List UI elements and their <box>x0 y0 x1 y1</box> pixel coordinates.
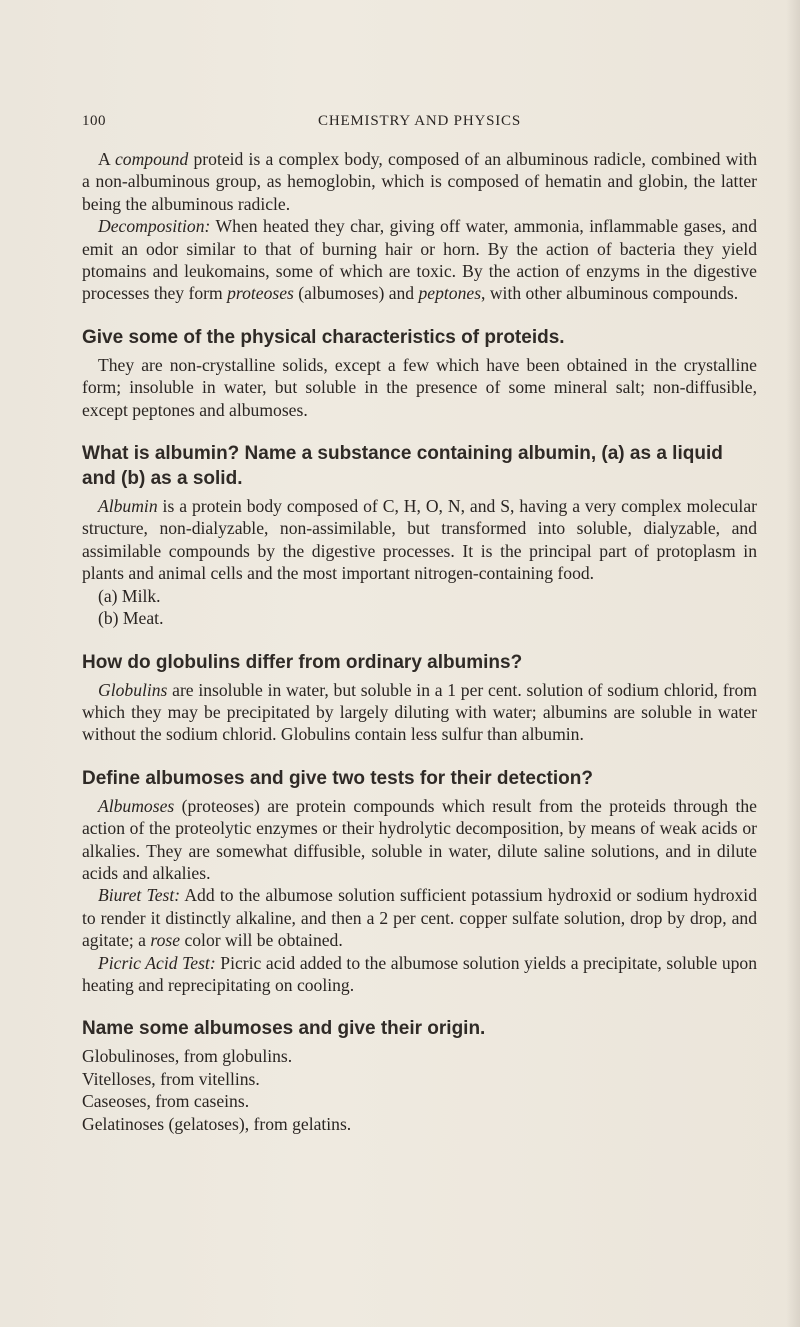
term-rose: rose <box>150 930 181 951</box>
running-title: CHEMISTRY AND PHYSICS <box>318 113 521 129</box>
qa-albumin <box>82 441 757 629</box>
text-run: A <box>98 149 115 169</box>
question-heading: Define albumoses and give two tests for their detection? <box>82 767 593 789</box>
answer-paragraph <box>82 795 757 885</box>
albumose-origins-list <box>82 1045 757 1135</box>
page-content <box>82 148 757 1135</box>
list-item: (a) Milk. <box>98 585 161 606</box>
answer-paragraph: They are non-crystalline solids, except a few which have been obtained in the crystalline form; insoluble in water, but soluble in the presence of some mineral salt; non-diffusible, except peptones and albumoses. <box>82 354 757 420</box>
term-peptones: peptones <box>418 283 482 304</box>
text-run: are insoluble in water, but soluble in a 1 per cent. solution of sodium chlorid, from which they may be precipitated by largely diluting with water; albumins are soluble in water without the sodium chlorid. Globulins contain less sulfur than albumin. <box>82 679 757 745</box>
list-item: (b) Meat. <box>98 608 164 629</box>
qa-globulins <box>82 650 757 746</box>
text-run: (proteoses) are protein compounds which result from the proteids through the action of the proteolytic enzymes or their hydrolytic decomposition, by means of weak acids or alkalies. They are somewhat diffusible, soluble in water, dilute saline solutions, and in dilute acids and alkalies. <box>82 795 757 883</box>
term-albumin: Albumin <box>98 496 158 517</box>
intro-paragraph-compound <box>82 148 757 215</box>
qa-albumoses <box>82 766 757 997</box>
text-run: proteid is a complex body, composed of an albuminous radicle, combined with a non-albuminous group, as hemoglobin, which is composed of hematin and globin, the latter being the albuminous radicle. <box>82 149 757 214</box>
answer-paragraph <box>82 679 757 746</box>
intro-paragraph-decomposition <box>82 215 757 305</box>
text-run: Add to the albumose solution sufficient potassium hydroxid or sodium hydroxid to render it distinctly alkaline, and then a 2 per cent. copper sulfate solution, drop by drop, and agitate; a <box>82 885 757 951</box>
term-globulins: Globulins <box>98 679 168 700</box>
albumin-examples-list <box>82 585 757 630</box>
qa-albumose-origins <box>82 1016 757 1135</box>
term-decomposition: Decomposition: <box>98 216 211 237</box>
qa-physical-characteristics <box>82 325 757 421</box>
question-heading: How do globulins differ from ordinary albumins? <box>82 651 523 673</box>
list-item: Gelatinoses (gelatoses), from gelatins. <box>82 1113 352 1134</box>
answer-paragraph <box>82 495 757 585</box>
page-number: 100 <box>82 113 106 129</box>
list-item: Vitelloses, from vitellins. <box>82 1068 260 1089</box>
list-item: Globulinoses, from globulins. <box>82 1046 293 1067</box>
term-proteoses: proteoses <box>227 283 294 304</box>
term-picric-acid-test: Picric Acid Test: <box>98 952 216 973</box>
text-run: (albumoses) and <box>293 283 419 304</box>
text-run: Picric acid added to the albumose solution yields a precipitate, soluble upon heating and reprecipitating on cooling. <box>82 952 758 995</box>
text-run: When heated they char, giving off water, ammonia, inflammable gases, and emit an odor similar to that of burning hair or horn. By the action of bacteria they yield ptomains and leukomains, some of which are toxic. By the action of enzyms in the digestive processes they form <box>82 216 757 304</box>
biuret-test-paragraph <box>82 884 757 951</box>
list-item: Caseoses, from caseins. <box>82 1091 250 1112</box>
running-header <box>82 113 757 133</box>
question-heading: Give some of the physical characteristics of proteids. <box>82 326 565 348</box>
question-heading: Name some albumoses and give their origin. <box>82 1018 486 1040</box>
question-heading: What is albumin? Name a substance containing albumin, (a) as a liquid and (b) as a solid. <box>82 443 723 490</box>
text-run: color will be obtained. <box>180 930 343 951</box>
term-compound: compound <box>114 149 189 169</box>
text-run: , with other albuminous compounds. <box>481 283 739 304</box>
page-edge-shadow <box>786 0 800 1327</box>
picric-acid-test-paragraph <box>82 952 757 997</box>
text-run: is a protein body composed of C, H, O, N, and S, having a very complex molecular structure, non-dialyzable, non-assimilable, but transformed into soluble, dialyzable, and assimilable compounds by the digestive processes. It is the principal part of protoplasm in plants and animal cells and the most important nitrogen-containing food. <box>82 496 757 584</box>
term-albumoses: Albumoses <box>98 795 175 816</box>
term-biuret-test: Biuret Test: <box>98 885 181 906</box>
